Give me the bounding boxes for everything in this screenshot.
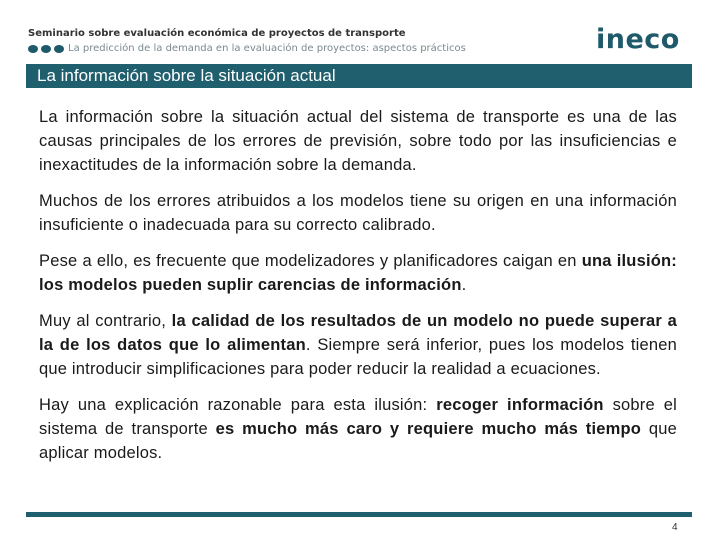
presentation-title: Seminario sobre evaluación económica de proyectos de transporte [28,28,406,39]
ineco-logo: ineco [596,24,680,55]
emphasized-text: una ilusión: los modelos pueden suplir carencias de información [39,252,677,294]
body-paragraph [39,309,677,381]
paragraph-text: La información sobre la situación actual del sistema de transporte es una de las causas principales de los errores de previsión, sobre todo por las insuficiencias e inexactitudes de la información sobre la demanda. [39,108,677,174]
body-paragraph [39,105,677,177]
dot-icon [28,45,38,53]
paragraph-text: Muchos de los errores atribuidos a los modelos tiene su origen en una información insuficiente o inadecuada para su correcto calibrado. [39,192,677,234]
paragraph-text: Hay una explicación razonable para esta ilusión: [39,396,437,414]
paragraph-text: . Siempre será inferior, pues los modelos tienen que introducir simplificaciones para poder reducir la realidad a ecuaciones. [39,336,677,378]
presentation-subtitle: La predicción de la demanda en la evaluación de proyectos: aspectos prácticos [68,43,466,54]
emphasized-text: recoger información [436,396,604,414]
emphasized-text: la calidad de los resultados de un modelo no puede superar a la de los datos que lo alimentan [39,312,677,354]
slide-title-bar [26,64,692,88]
paragraph-text: Pese a ello, es frecuente que modelizadores y planificadores caigan en [39,252,582,270]
footer-bar [26,512,692,517]
paragraph-text: sobre el sistema de transporte [39,396,677,438]
paragraph-text: Muy al contrario, [39,312,172,330]
emphasized-text: es mucho más caro y requiere mucho más tiempo [215,420,642,438]
slide-body [39,105,677,477]
body-paragraph [39,189,677,237]
dot-icon [41,45,51,53]
page-number: 4 [672,522,678,533]
body-paragraph [39,249,677,297]
paragraph-text: que aplicar modelos. [39,420,677,462]
dot-icon [54,45,64,53]
body-paragraph [39,393,677,465]
header-dots-decoration [28,45,64,53]
paragraph-text: . [461,276,467,294]
slide-title: La información sobre la situación actual [37,66,336,85]
